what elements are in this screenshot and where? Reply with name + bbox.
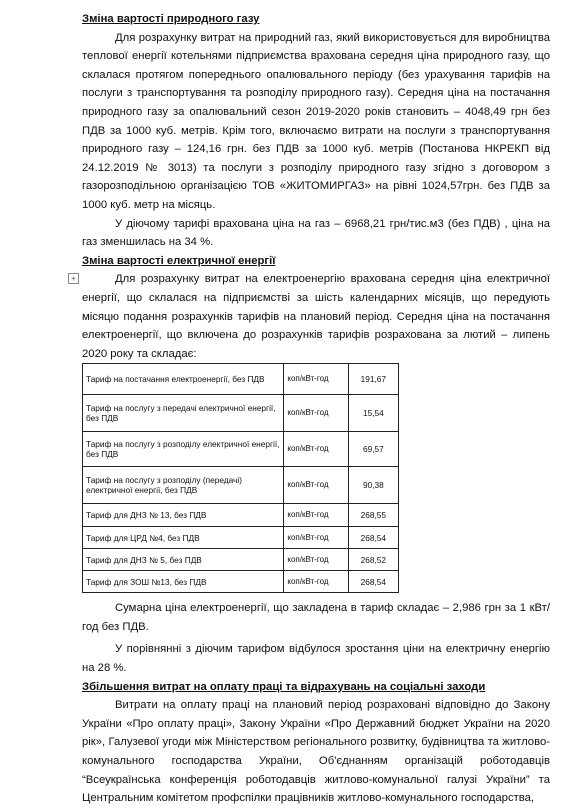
tariff-value-cell: 268,52 — [348, 549, 398, 571]
tariff-name-cell: Тариф для ДНЗ № 13, без ПДВ — [83, 504, 284, 527]
tariff-unit-cell: коп/кВт-год — [284, 527, 348, 549]
tariff-unit-cell: коп/кВт-год — [284, 504, 348, 527]
tariff-row — [83, 571, 399, 593]
tariff-value-cell: 90,38 — [348, 467, 398, 504]
tariff-name-cell: Тариф для ЗОШ №13, без ПДВ — [83, 571, 284, 593]
tariff-row — [83, 527, 399, 549]
electricity-tariff-table — [82, 363, 399, 593]
wages-heading: Збільшення витрат на оплату праці та відрахувань на соціальні заходи — [82, 680, 486, 693]
tariff-value-cell: 15,54 — [348, 395, 398, 432]
tariff-unit-cell: коп/кВт-год — [284, 571, 348, 593]
electricity-heading: Зміна вартості електричної енергії — [82, 254, 276, 267]
tariff-row — [83, 549, 399, 571]
gas-paragraph-1: Для розрахунку витрат на природний газ, який використовується для виробництва теплової енергії котельнями підприємства врахована середня ціна природного газу, що склалася протягом попереднього опалювального періоду (без урахування тарифів на послуги з транспортування та розподілу природного газу). Середня ціна на постачання природного газу за опалювальний сезон 2019-2020 років становить – 4048,49 грн без ПДВ за 1000 куб. метрів. Крім того, включаємо витрати на послуги з транспортування природного газу – 124,16 грн. без ПДВ за 1000 куб. метрів (Постанова НКРЕКП від 24.12.2019 № 3013) та послуги з розподілу природного газу згідно з договором з газорозподільною організацією ТОВ «ЖИТОМИРГАЗ» на рівні 1024,57грн. без ПДВ за 1000 куб. метр на місяць. — [82, 31, 550, 211]
tariff-value-cell: 268,55 — [348, 504, 398, 527]
gas-section — [71, 10, 550, 808]
tariff-row — [83, 364, 399, 395]
tariff-name-cell: Тариф на послугу з розподілу електричної енергії, без ПДВ — [83, 432, 284, 467]
tariff-row — [83, 467, 399, 504]
tariff-unit-cell: коп/кВт-год — [284, 549, 348, 571]
tariff-row — [83, 504, 399, 527]
tariff-value-cell: 268,54 — [348, 571, 398, 593]
electricity-paragraph-3: У порівнянні з діючим тарифом відбулося зростання ціни на електричну енергію на 28 %. — [82, 643, 550, 675]
tariff-value-cell: 69,57 — [348, 432, 398, 467]
electricity-paragraph-1: Для розрахунку витрат на електроенергію врахована середня ціна електричної енергії, що склалася на підприємстві за шість календарних місяців, що передують місяцю подання розрахунків тарифів на плановий період. Середня ціна на постачання електроенергії, що включена до розрахунків тарифів розрахована за лютий – липень 2020 року та складає: — [82, 273, 550, 360]
tariff-row — [83, 432, 399, 467]
tariff-unit-cell: коп/кВт-год — [284, 467, 348, 504]
tariff-name-cell: Тариф на постачання електроенергії, без ПДВ — [83, 364, 284, 395]
wages-paragraph-1: Витрати на оплату праці на плановий період розраховані відповідно до Закону України «Про оплату праці», Закону України «Про Державний бюджет України на 2020 рік», Галузевої угоди між Міністерством регіонального розвитку, будівництва та житлово-комунального господарства України, Об'єднанням організацій роботодавців “Всеукраїнська конференція роботодавців житлово-комунальної галузі України” та Центральним комітетом профспілки працівників житлово-комунального господарства, — [82, 699, 550, 805]
electricity-summary-wrap — [82, 599, 550, 636]
tariff-unit-cell: коп/кВт-год — [284, 432, 348, 467]
tariff-value-cell: 268,54 — [348, 527, 398, 549]
tariff-unit-cell: коп/кВт-год — [284, 395, 348, 432]
tariff-row — [83, 395, 399, 432]
tariff-unit-cell: коп/кВт-год — [284, 364, 348, 395]
tariff-name-cell: Тариф для ДНЗ № 5, без ПДВ — [83, 549, 284, 571]
gas-heading: Зміна вартості природного газу — [82, 13, 260, 25]
table-move-handle-icon[interactable]: + — [68, 273, 79, 284]
electricity-intro-wrap — [71, 270, 550, 363]
gas-paragraph-2: У діючому тарифі врахована ціна на газ – 6968,21 грн/тис.м3 (без ПДВ) , ціна на газ зменшилась на 34 %. — [82, 217, 550, 249]
electricity-paragraph-2: Сумарна ціна електроенергії, що закладена в тариф складає – 2,986 грн за 1 кВт/год без ПДВ. — [82, 602, 550, 633]
tariff-name-cell: Тариф для ЦРД №4, без ПДВ — [83, 527, 284, 549]
tariff-value-cell: 191,67 — [348, 364, 398, 395]
tariff-name-cell: Тариф на послугу з розподілу (передачі) електричної енергії, без ПДВ — [83, 467, 284, 504]
tariff-name-cell: Тариф на послугу з передачі електричної енергії, без ПДВ — [83, 395, 284, 432]
